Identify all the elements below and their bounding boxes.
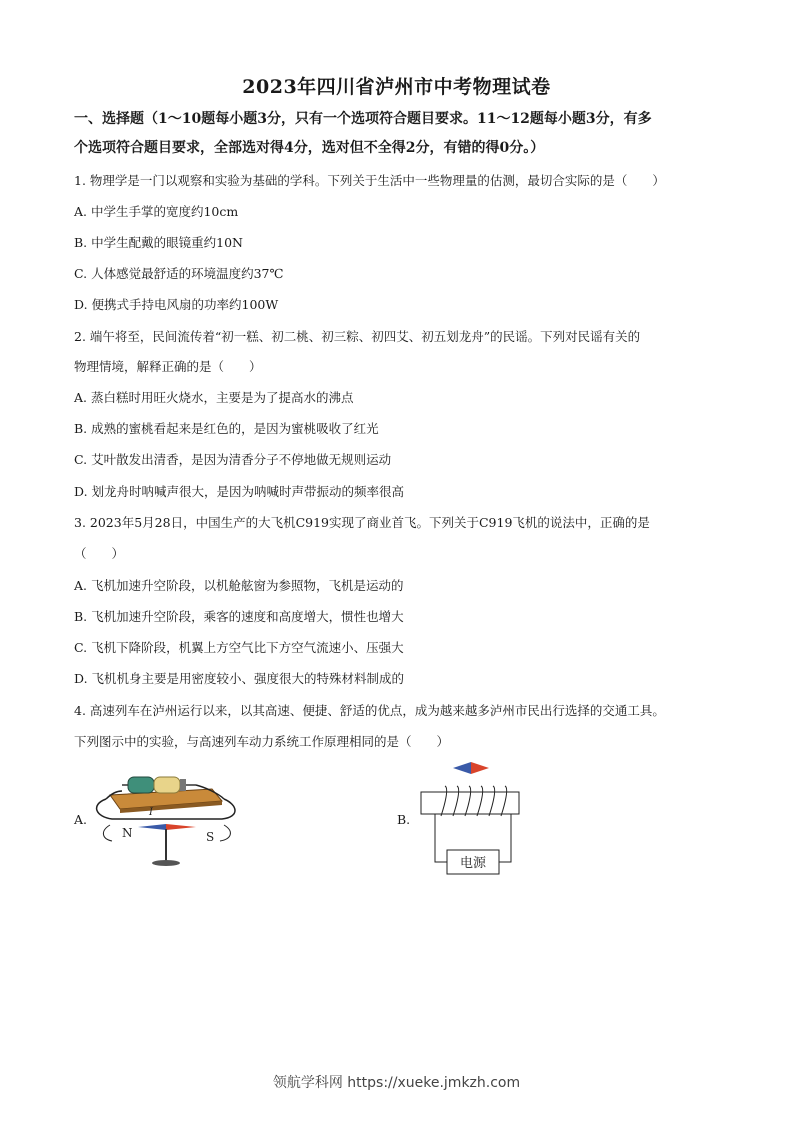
needle-red-half — [166, 824, 196, 830]
current-label: I — [149, 807, 153, 818]
q1-option-a: A. 中学生手掌的宽度约10cm — [74, 204, 239, 219]
circuit-wire-left — [435, 814, 447, 862]
north-pole-label: N — [122, 826, 133, 840]
q3-option-a: A. 飞机加速升空阶段，以机舱舷窗为参照物，飞机是运动的 — [74, 578, 404, 593]
q1-option-c: C. 人体感觉最舒适的环境温度约37℃ — [74, 266, 284, 281]
field-arrow-left — [103, 825, 112, 841]
power-supply-label: 电源 — [459, 856, 487, 871]
q1-option-d: D. 便携式手持电风扇的功率约100W — [74, 297, 279, 312]
q2-option-a: A. 蒸白糕时用旺火烧水，主要是为了提高水的沸点 — [74, 390, 354, 405]
needle-blue-half — [138, 824, 166, 830]
q3-option-c: C. 飞机下降阶段，机翼上方空气比下方空气流速小、压强大 — [74, 640, 404, 655]
q2-option-b: B. 成熟的蜜桃看起来是红色的，是因为蜜桃吸收了红光 — [74, 421, 379, 436]
battery-terminal — [180, 779, 186, 791]
q4-figure-a-oersted-apparatus — [92, 765, 242, 870]
battery-cell-1 — [128, 777, 154, 793]
circuit-wire-right — [499, 814, 511, 862]
q3-stem-line-2: （ ） — [74, 546, 125, 561]
south-pole-label: S — [206, 830, 215, 844]
q4-stem-line-1: 4. 高速列车在泸州运行以来，以其高速、便捷、舒适的优点，成为越来越多泸州市民出行选择的交通工具。 — [74, 703, 665, 718]
needle-red-half — [471, 762, 489, 774]
q1-option-b: B. 中学生配戴的眼镜重约10N — [74, 235, 243, 250]
q2-stem-line-1: 2. 端午将至，民间流传着“初一糕、初二桃、初三粽、初四艾、初五划龙舟”的民谣。下列对民谣有关的 — [74, 329, 641, 344]
q3-option-b: B. 飞机加速升空阶段，乘客的速度和高度增大，惯性也增大 — [74, 609, 404, 624]
q2-stem-line-2: 物理情境，解释正确的是（ ） — [74, 359, 262, 374]
q2-option-c: C. 艾叶散发出清香，是因为清香分子不停地做无规则运动 — [74, 452, 392, 467]
needle-stand-base — [152, 860, 180, 866]
page-title: 2023年四川省泸州市中考物理试卷 — [242, 76, 551, 98]
q3-stem-line-1: 3. 2023年5月28日，中国生产的大飞机C919实现了商业首飞。下列关于C919飞机的说法中，正确的是 — [74, 515, 650, 530]
q4-figure-b-solenoid-circuit — [415, 760, 525, 880]
watermark-footer: 领航学科网 https://xueke.jmkzh.com — [272, 1075, 521, 1091]
field-arrow-right — [220, 825, 230, 841]
battery-cell-2 — [154, 777, 180, 793]
section-heading-line-1: 一、选择题（1～10题每小题3分，只有一个选项符合题目要求。11～12题每小题3分，有多 — [74, 111, 652, 127]
q4-option-b-label: B. — [397, 812, 411, 827]
q4-stem-line-2: 下列图示中的实验，与高速列车动力系统工作原理相同的是（ ） — [74, 734, 450, 749]
q2-option-d: D. 划龙舟时呐喊声很大，是因为呐喊时声带振动的频率很高 — [74, 484, 405, 499]
q4-option-a-label: A. — [74, 812, 88, 827]
q3-option-d: D. 飞机机身主要是用密度较小、强度很大的特殊材料制成的 — [74, 671, 405, 686]
needle-blue-half — [453, 762, 471, 774]
section-heading-line-2: 个选项符合题目要求，全部选对得4分，选对但不全得2分，有错的得0分。） — [74, 140, 545, 156]
q1-stem: 1. 物理学是一门以观察和实验为基础的学科。下列关于生活中一些物理量的估测，最切合实际的是（ ） — [74, 173, 665, 188]
